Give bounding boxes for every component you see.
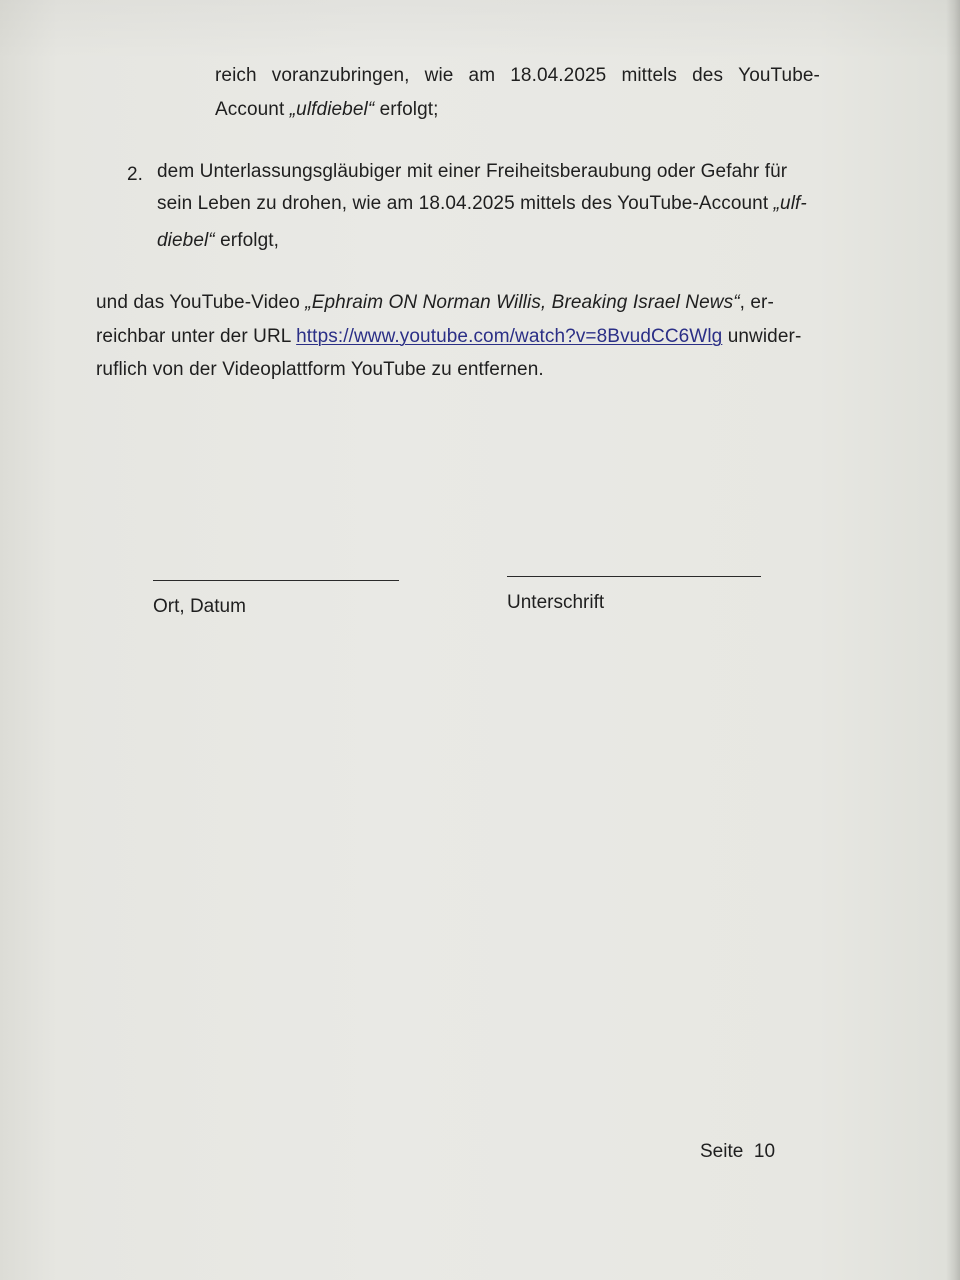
account-name: „ulfdiebel“ (289, 99, 375, 120)
item-2-line-2: sein Leben zu drohen, wie am 18.04.2025 mittels des YouTube-Account „ulf- (157, 193, 807, 214)
place-date-line (153, 580, 399, 581)
closing-line-2: reichbar unter der URL https://www.youtube.com/watch?v=8BvudCC6Wlg unwider- (96, 326, 802, 347)
continuation-word: wie (424, 65, 454, 86)
signature-line (507, 576, 761, 577)
closing-line-3: ruflich von der Videoplattform YouTube zu entfernen. (96, 359, 544, 380)
account-name: diebel“ (157, 230, 215, 251)
paper-shading (0, 0, 960, 60)
continuation-word: voranzubringen, (271, 65, 410, 86)
closing-line-1: und das YouTube-Video „Ephraim ON Norman Willis, Breaking Israel News“, er- (96, 292, 774, 313)
continuation-word: am (468, 65, 496, 86)
page-number: Seite 10 (700, 1141, 776, 1162)
continuation-word: des (692, 65, 724, 86)
paper-edge (946, 0, 960, 1280)
signature-label: Unterschrift (507, 592, 605, 613)
continuation-line-1 (215, 64, 820, 88)
continuation-line-2: Account „ulfdiebel“ erfolgt; (215, 99, 439, 120)
item-2-line-1: dem Unterlassungsgläubiger mit einer Freiheitsberaubung oder Gefahr für (157, 161, 788, 182)
continuation-word: reich (215, 65, 257, 86)
continuation-word: YouTube- (738, 65, 820, 86)
continuation-word: mittels (621, 65, 678, 86)
item-2-line-3: diebel“ erfolgt, (157, 230, 280, 251)
video-title: „Ephraim ON Norman Willis, Breaking Israel News“ (305, 292, 740, 313)
video-url-link[interactable]: https://www.youtube.com/watch?v=8BvudCC6Wlg (296, 326, 723, 347)
continuation-word: 18.04.2025 (510, 65, 607, 86)
account-name: „ulf- (773, 193, 807, 214)
place-date-label: Ort, Datum (153, 596, 246, 617)
item-2-number: 2. (127, 164, 144, 185)
